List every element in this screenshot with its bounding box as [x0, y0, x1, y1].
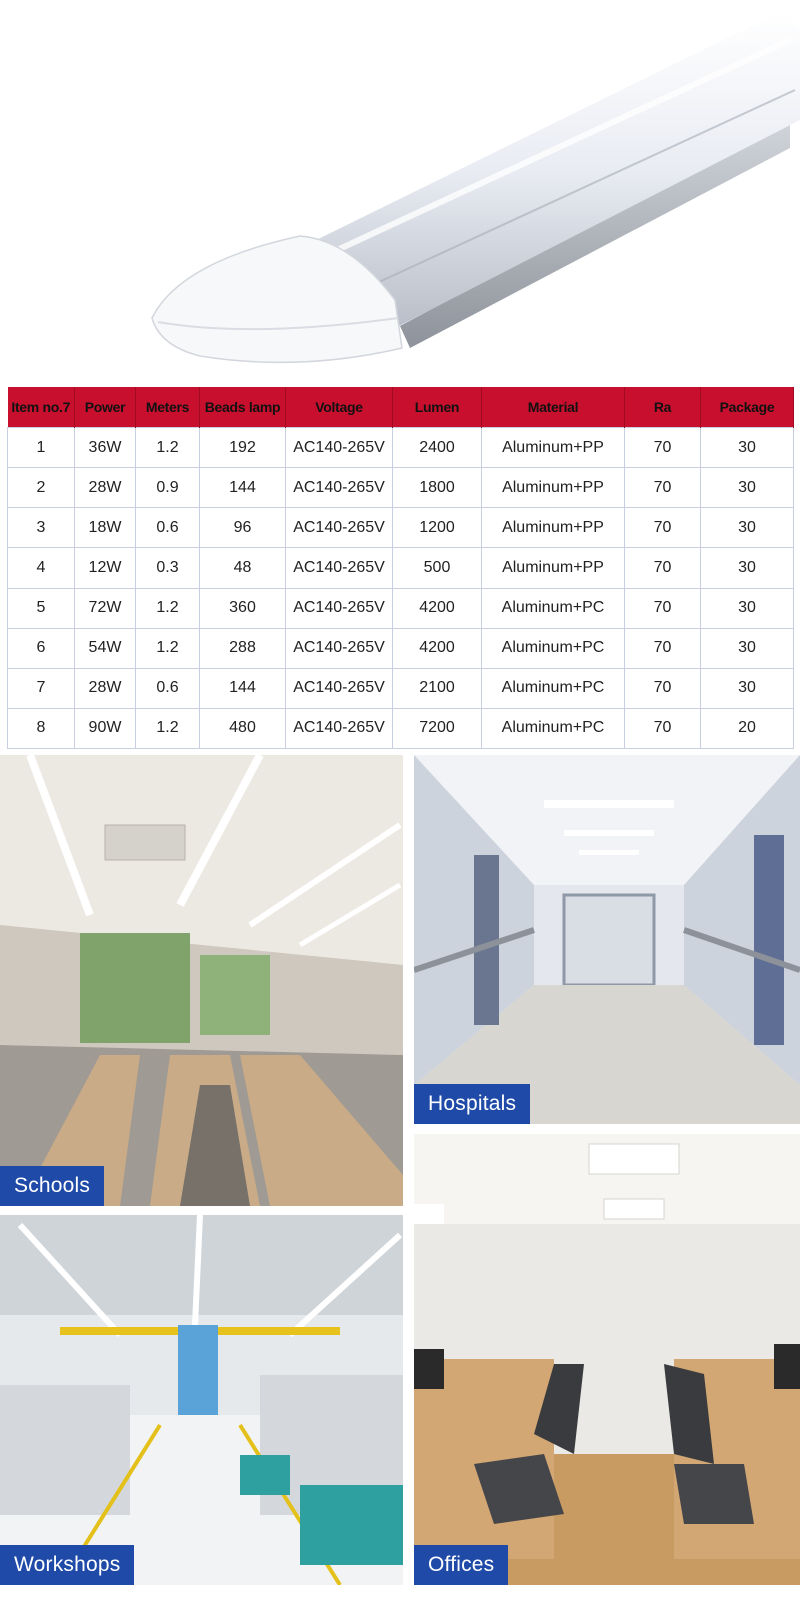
spec-table	[7, 387, 794, 749]
cell: AC140-265V	[286, 428, 393, 468]
scene-label-offices: Offices	[414, 1545, 508, 1585]
scene-workshops	[0, 1215, 403, 1585]
cell: 18W	[75, 508, 136, 548]
cell: 144	[200, 468, 286, 508]
cell: 36W	[75, 428, 136, 468]
table-row	[8, 668, 794, 708]
cell: 6	[8, 628, 75, 668]
cell: 54W	[75, 628, 136, 668]
table-row	[8, 428, 794, 468]
cell: AC140-265V	[286, 548, 393, 588]
cell: 2400	[393, 428, 482, 468]
cell: 30	[701, 548, 794, 588]
cell: 28W	[75, 668, 136, 708]
cell: 4200	[393, 628, 482, 668]
scene-label-hospitals: Hospitals	[414, 1084, 530, 1124]
col-header-power: Power	[75, 387, 136, 428]
cell: 3	[8, 508, 75, 548]
cell: 8	[8, 708, 75, 748]
cell: Aluminum+PP	[482, 508, 625, 548]
hospital-corridor-photo	[414, 755, 800, 1124]
cell: 2	[8, 468, 75, 508]
cell: AC140-265V	[286, 468, 393, 508]
table-row	[8, 468, 794, 508]
product-hero	[0, 0, 800, 385]
office-photo	[414, 1134, 800, 1585]
cell: 30	[701, 628, 794, 668]
cell: 1.2	[136, 628, 200, 668]
cell: 192	[200, 428, 286, 468]
cell: 1.2	[136, 428, 200, 468]
cell: AC140-265V	[286, 588, 393, 628]
cell: 4	[8, 548, 75, 588]
cell: 480	[200, 708, 286, 748]
cell: Aluminum+PP	[482, 468, 625, 508]
cell: 70	[625, 708, 701, 748]
cell: 30	[701, 668, 794, 708]
cell: 0.6	[136, 668, 200, 708]
cell: 30	[701, 508, 794, 548]
cell: 360	[200, 588, 286, 628]
workshop-photo	[0, 1215, 403, 1585]
cell: 0.3	[136, 548, 200, 588]
scene-schools	[0, 755, 403, 1206]
cell: AC140-265V	[286, 668, 393, 708]
cell: 28W	[75, 468, 136, 508]
cell: 7200	[393, 708, 482, 748]
cell: 4200	[393, 588, 482, 628]
col-header-item: Item no.7	[8, 387, 75, 428]
cell: AC140-265V	[286, 708, 393, 748]
cell: AC140-265V	[286, 628, 393, 668]
cell: 90W	[75, 708, 136, 748]
classroom-photo	[0, 755, 403, 1206]
cell: 70	[625, 428, 701, 468]
cell: Aluminum+PP	[482, 428, 625, 468]
cell: 70	[625, 468, 701, 508]
cell: 96	[200, 508, 286, 548]
cell: Aluminum+PC	[482, 668, 625, 708]
cell: 20	[701, 708, 794, 748]
cell: 1	[8, 428, 75, 468]
scene-label-workshops: Workshops	[0, 1545, 134, 1585]
cell: 30	[701, 428, 794, 468]
cell: 5	[8, 588, 75, 628]
cell: 72W	[75, 588, 136, 628]
cell: 144	[200, 668, 286, 708]
col-header-ra: Ra	[625, 387, 701, 428]
cell: 288	[200, 628, 286, 668]
table-row	[8, 548, 794, 588]
cell: 30	[701, 588, 794, 628]
cell: 1800	[393, 468, 482, 508]
cell: AC140-265V	[286, 508, 393, 548]
scene-offices	[414, 1134, 800, 1585]
cell: Aluminum+PC	[482, 588, 625, 628]
cell: 70	[625, 548, 701, 588]
col-header-voltage: Voltage	[286, 387, 393, 428]
cell: 500	[393, 548, 482, 588]
scene-label-schools: Schools	[0, 1166, 104, 1206]
cell: 30	[701, 468, 794, 508]
table-row	[8, 508, 794, 548]
col-header-material: Material	[482, 387, 625, 428]
cell: 0.6	[136, 508, 200, 548]
cell: 70	[625, 628, 701, 668]
cell: 70	[625, 508, 701, 548]
cell: 1.2	[136, 708, 200, 748]
cell: Aluminum+PP	[482, 548, 625, 588]
cell: 1200	[393, 508, 482, 548]
col-header-meters: Meters	[136, 387, 200, 428]
cell: 70	[625, 668, 701, 708]
col-header-beads: Beads lamp	[200, 387, 286, 428]
cell: Aluminum+PC	[482, 708, 625, 748]
col-header-package: Package	[701, 387, 794, 428]
led-batten-image	[0, 0, 800, 385]
table-row	[8, 588, 794, 628]
cell: 7	[8, 668, 75, 708]
table-header-row	[8, 387, 794, 428]
cell: 12W	[75, 548, 136, 588]
table-row	[8, 628, 794, 668]
cell: Aluminum+PC	[482, 628, 625, 668]
table-row	[8, 708, 794, 748]
cell: 48	[200, 548, 286, 588]
cell: 2100	[393, 668, 482, 708]
cell: 1.2	[136, 588, 200, 628]
scene-hospitals	[414, 755, 800, 1124]
col-header-lumen: Lumen	[393, 387, 482, 428]
cell: 70	[625, 588, 701, 628]
cell: 0.9	[136, 468, 200, 508]
